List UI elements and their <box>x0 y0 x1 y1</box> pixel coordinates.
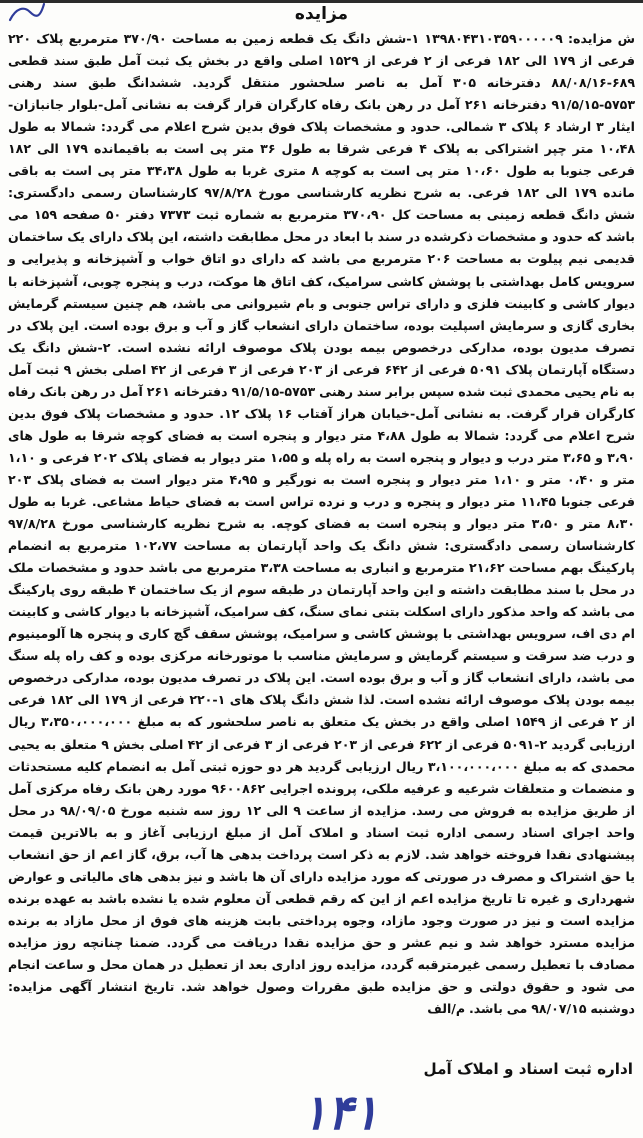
issuing-office: اداره ثبت اسناد و املاک آمل <box>423 1060 633 1078</box>
notice-title: مزایده <box>294 4 349 24</box>
handwritten-number <box>255 1085 425 1137</box>
notice-body-text: ش مزایده: ۱۳۹۸۰۴۳۱۰۳۵۹۰۰۰۰۰۹ ۱-شش دانگ یک قطعه زمین به مساحت ۳۷۰/۹۰ مترمربع پلاک ۲۲۰ فرعی از ۱۷۹ الی ۱۸۲ فرعی از ۲ فرعی از ۱۵۲۹ اصلی واقع در بخش یک ثبت آمل طبق سند قطعی ۶۸۹-۸۸/۰۸/۱۶ دفترخانه ۳۰۵ آمل به ناصر سلحشور منتقل گردید. ششدانگ طبق سند رهنی ۵۷۵۳-۹۱/۵/۱۵ دفترخانه ۲۶۱ آمل در رهن بانک رفاه کارگران قرار گرفت به نشانی آمل-بلوار جانبازان-ایثار ۳ ارشاد ۶ پلاک ۳ شمالی. حدود و مشخصات پلاک فوق بدین شرح اعلام می گردد: شمالا به طول ۱۰،۴۸ متر چپر اشتراکی به پلاک ۴ فرعی شرقا به طول ۳۶ متر پی است به باقیمانده ۱۷۹ الی ۱۸۲ فرعی جنوبا به طول ۱۰،۶۰ متر پی است به کوچه ۸ متری غربا به طول ۳۴،۳۸ متر پی است به باقی مانده ۱۷۹ الی ۱۸۲ فرعی. به شرح نظریه کارشناسی مورخ ۹۷/۸/۲۸ کارشناسان رسمی دادگستری: شش دانگ قطعه زمینی به مساحت کل ۳۷۰،۹۰ مترمربع به شماره ثبت ۷۳۷۳ دفتر ۵۰ صفحه ۱۵۹ می باشد که حدود و مشخصات ذکرشده در سند با ابعاد در محل مطابقت داشته، این پلاک دارای یک ساختمان قدیمی نیم پیلوت به مساحت ۲۰۶ مترمربع می باشد که دارای دو اتاق خواب و آشپزخانه و پذیرایی و سرویس کامل بهداشتی با پوشش کاشی سرامیک، کف اتاق ها موکت، درب و پنجره چوبی، آشپزخانه با دیوار کاشی و کابینت فلزی و دارای تراس جنوبی و بام شیروانی می باشد، هم چنین سیستم گرمایش بخاری گازی و سرمایش اسپلیت بوده، ساختمان دارای انشعاب گاز و آب و برق بوده است. این پلاک در تصرف مدیون بوده، مدارکی درخصوص بیمه بودن پلاک موصوف ارائه نشده است. ۲-شش دانگ یک دستگاه آپارتمان پلاک ۵۰۹۱ فرعی از ۶۴۲ فرعی از ۲۰۳ فرعی از ۳ فرعی از ۴۲ اصلی بخش ۹ ثبت آمل به نام یحیی محمدی ثبت شده سپس برابر سند رهنی ۵۷۵۳-۹۱/۵/۱۵ دفترخانه ۲۶۱ آمل در رهن بانک رفاه کارگران قرار گرفت. به نشانی آمل-خیابان هراز آفتاب ۱۶ پلاک ۱۲. حدود و مشخصات پلاک فوق بدین شرح اعلام می گردد: شمالا به طول ۴،۸۸ متر دیوار و پنجره است به فضای کوچه شرقا به طول های ۳،۹۰ و ۳،۶۵ متر درب و دیوار و پنجره است به راه پله و ۱،۵۵ متر دیوار به فضای پلاک ۲۰۲ فرعی و ۱،۱۰ متر و ۰،۴۰ متر و ۱،۱۰ متر دیوار و پنجره است به نورگیر و ۴،۹۵ متر دیوار است به فضای پلاک ۲۰۳ فرعی جنوبا ۱۱،۴۵ متر دیوار و پنجره و درب و نرده تراس است به فضای حیاط مشاعی. غربا به طول ۸،۳۰ متر و ۳،۵۰ متر دیوار و پنجره است به فضای کوچه. به شرح نظریه کارشناسی مورخ ۹۷/۸/۲۸ کارشناسان رسمی دادگستری: شش دانگ یک واحد آپارتمان به مساحت ۱۰۲،۷۷ مترمربع به انضمام پارکینگ بهم مساحت ۲۱،۶۲ مترمربع و انباری به مساحت ۳،۳۸ مترمربع می باشد حدود و مشخصات ملک در محل با سند مطابقت داشته و این واحد آپارتمان در طبقه سوم از یک ساختمان ۴ طبقه روی پارکینگ می باشد که واحد مذکور دارای اسکلت بتنی نمای سنگ، کف سرامیک، آشپزخانه با دیوار کاشی و کابینت ام دی اف، سرویس بهداشتی با پوشش کاشی و سرامیک، پوشش سقف گچ کاری و پنجره ها آلومینیوم و درب ضد سرقت و سیستم گرمایش و سرمایش مناسب با موتورخانه مرکزی بوده و کف راه پله سنگ می باشد، دارای انشعاب گاز و آب و برق بوده است. این پلاک در تصرف مدیون بوده، مدارکی درخصوص بیمه بودن پلاک موصوف ارائه نشده است. لذا شش دانگ پلاک های ۱-۲۲۰ فرعی از ۱۷۹ الی ۱۸۲ فرعی از ۲ فرعی از ۱۵۴۹ اصلی واقع در بخش یک متعلق به ناصر سلحشور که به مبلغ ۳،۳۵۰،۰۰۰،۰۰۰ ریال ارزیابی گردید ۲-۵۰۹۱ فرعی از ۶۲۲ فرعی از ۲۰۳ فرعی از ۳ فرعی از ۴۲ اصلی بخش ۹ متعلق به یحیی محمدی که به مبلغ ۳،۱۰۰،۰۰۰،۰۰۰ ریال ارزیابی گردید هر دو حوزه ثبتی آمل به انضمام کلیه مستحدثات و منضمات و متعلقات شرعیه و عرفیه ملکی، پرونده اجرایی ۹۶۰۰۸۶۲ مورد رهن بانک رفاه مرکزی آمل از طریق مزایده به فروش می رسد. مزایده از ساعت ۹ الی ۱۲ روز سه شنبه مورخ ۹۸/۰۹/۰۵ در محل واحد اجرای اسناد رسمی اداره ثبت اسناد و املاک آمل از مبلغ ارزیابی آغاز و به بالاترین قیمت پیشنهادی نقدا فروخته خواهد شد. لازم به ذکر است پرداخت بدهی ها آب، برق، گاز اعم از حق انشعاب یا حق اشتراک و مصرف در صورتی که مورد مزایده دارای آن ها باشد و نیز بدهی های مالیاتی و عوارض شهرداری و غیره تا تاریخ مزایده اعم از این که رقم قطعی آن معلوم شده یا نشده باشد به عهده برنده مزایده است و نیز در صورت وجود مازاد، وجوه پرداختی بابت هزینه های فوق از محل مازاد به برنده مزایده مسترد خواهد شد و نیم عشر و حق مزایده نقدا دریافت می گردد. ضمنا چنانچه روز مزایده مصادف با تعطیل رسمی غیرمترقبه گردد، مزایده روز اداری بعد از تعطیل در همان محل و ساعت انجام می شود و حقوق دولتی و حق مزایده طبق مقررات وصول خواهد شد. تاریخ انتشار آگهی مزایده: دوشنبه ۹۸/۰۷/۱۵ می باشد. م/الف <box>8 31 636 1017</box>
top-rule <box>0 0 643 3</box>
handwritten-number-text: ۱۴۱ <box>301 1085 379 1137</box>
notice-body <box>8 28 635 1020</box>
